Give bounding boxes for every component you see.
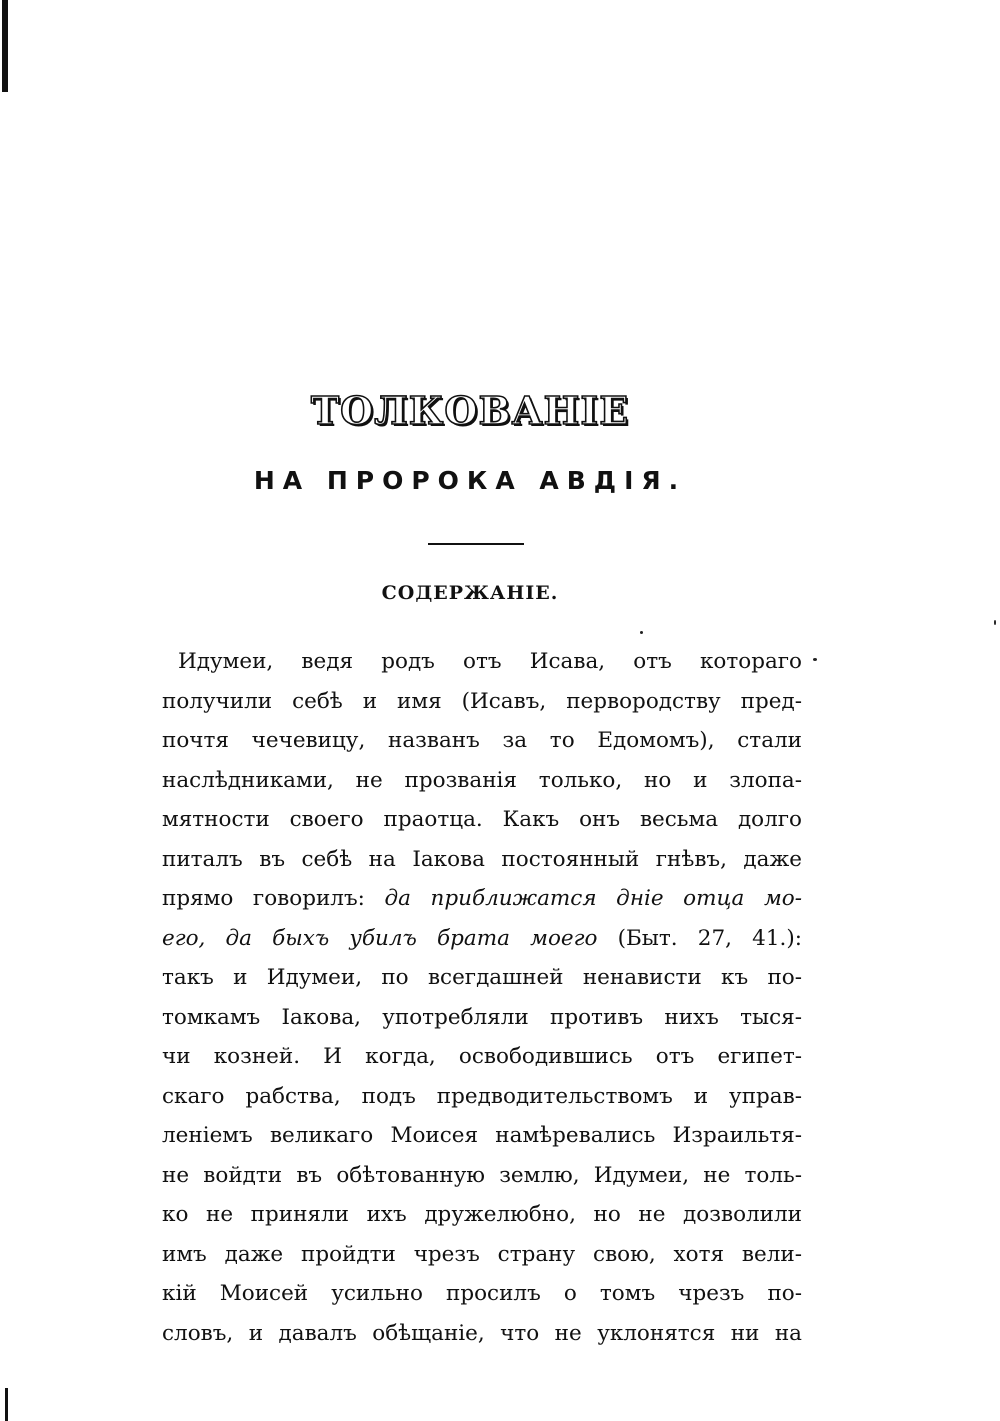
scripture-reference: (Быт. 27, 41.): [597,925,802,951]
page-subtitle: НА ПРОРОКА АВДІЯ. [253,466,687,495]
text-line: ко не приняли ихъ дружелюбно, но не дозволили [162,1202,802,1227]
text-line-plain: прямо говорилъ: [162,886,385,911]
text-line: Идумеи, ведя родъ отъ Исава, отъ котораго [178,649,802,674]
scan-edge-mark-top [2,0,8,92]
text-line: мятности своего праотца. Какъ онъ весьма долго [162,807,802,832]
ink-speck [994,620,996,625]
section-heading: СОДЕРЖАНІЕ. [381,582,559,604]
text-line: скаго рабства, подъ предводительствомъ и управ- [162,1083,802,1109]
text-line [162,879,802,919]
scripture-quote: да приближатся дніе отца мо- [384,886,802,911]
body-text [162,642,802,1353]
ink-speck [813,658,817,661]
text-line: наслѣдниками, не прозванія только, но и злопа- [162,767,802,793]
text-line: питалъ въ себѣ на Іакова постоянный гнѣвъ, даже [162,846,802,872]
text-line: словъ, и давалъ обѣщаніе, что не уклонятся ни на [162,1320,802,1346]
ink-speck [640,631,643,634]
text-line: почтя чечевицу, названъ за то Едомомъ), стали [162,728,802,753]
text-line: леніемъ великаго Моисея намѣревались Израильтя- [162,1123,802,1148]
text-line [162,919,802,959]
text-line: получили себѣ и имя (Исавъ, первородству пред- [162,688,802,714]
text-line: не войдти въ обѣтованную землю, Идумеи, не толь- [162,1162,802,1188]
page-title: ТОЛКОВАНІЕ [310,388,630,433]
text-line: кій Моисей усильно просилъ о томъ чрезъ по- [162,1281,802,1306]
scan-edge-mark-bottom [5,1388,8,1421]
text-line: такъ и Идумеи, по всегдашней ненависти къ по- [162,965,802,990]
scripture-quote: его, да быхъ убилъ брата моего [162,925,598,951]
text-line: имъ даже пройдти чрезъ страну свою, хотя вели- [162,1241,802,1267]
text-line: томкамъ Іакова, употребляли противъ нихъ тыся- [162,1004,802,1030]
title-divider-rule [428,543,524,545]
text-line: чи козней. И когда, освободившись отъ египет- [162,1044,802,1069]
